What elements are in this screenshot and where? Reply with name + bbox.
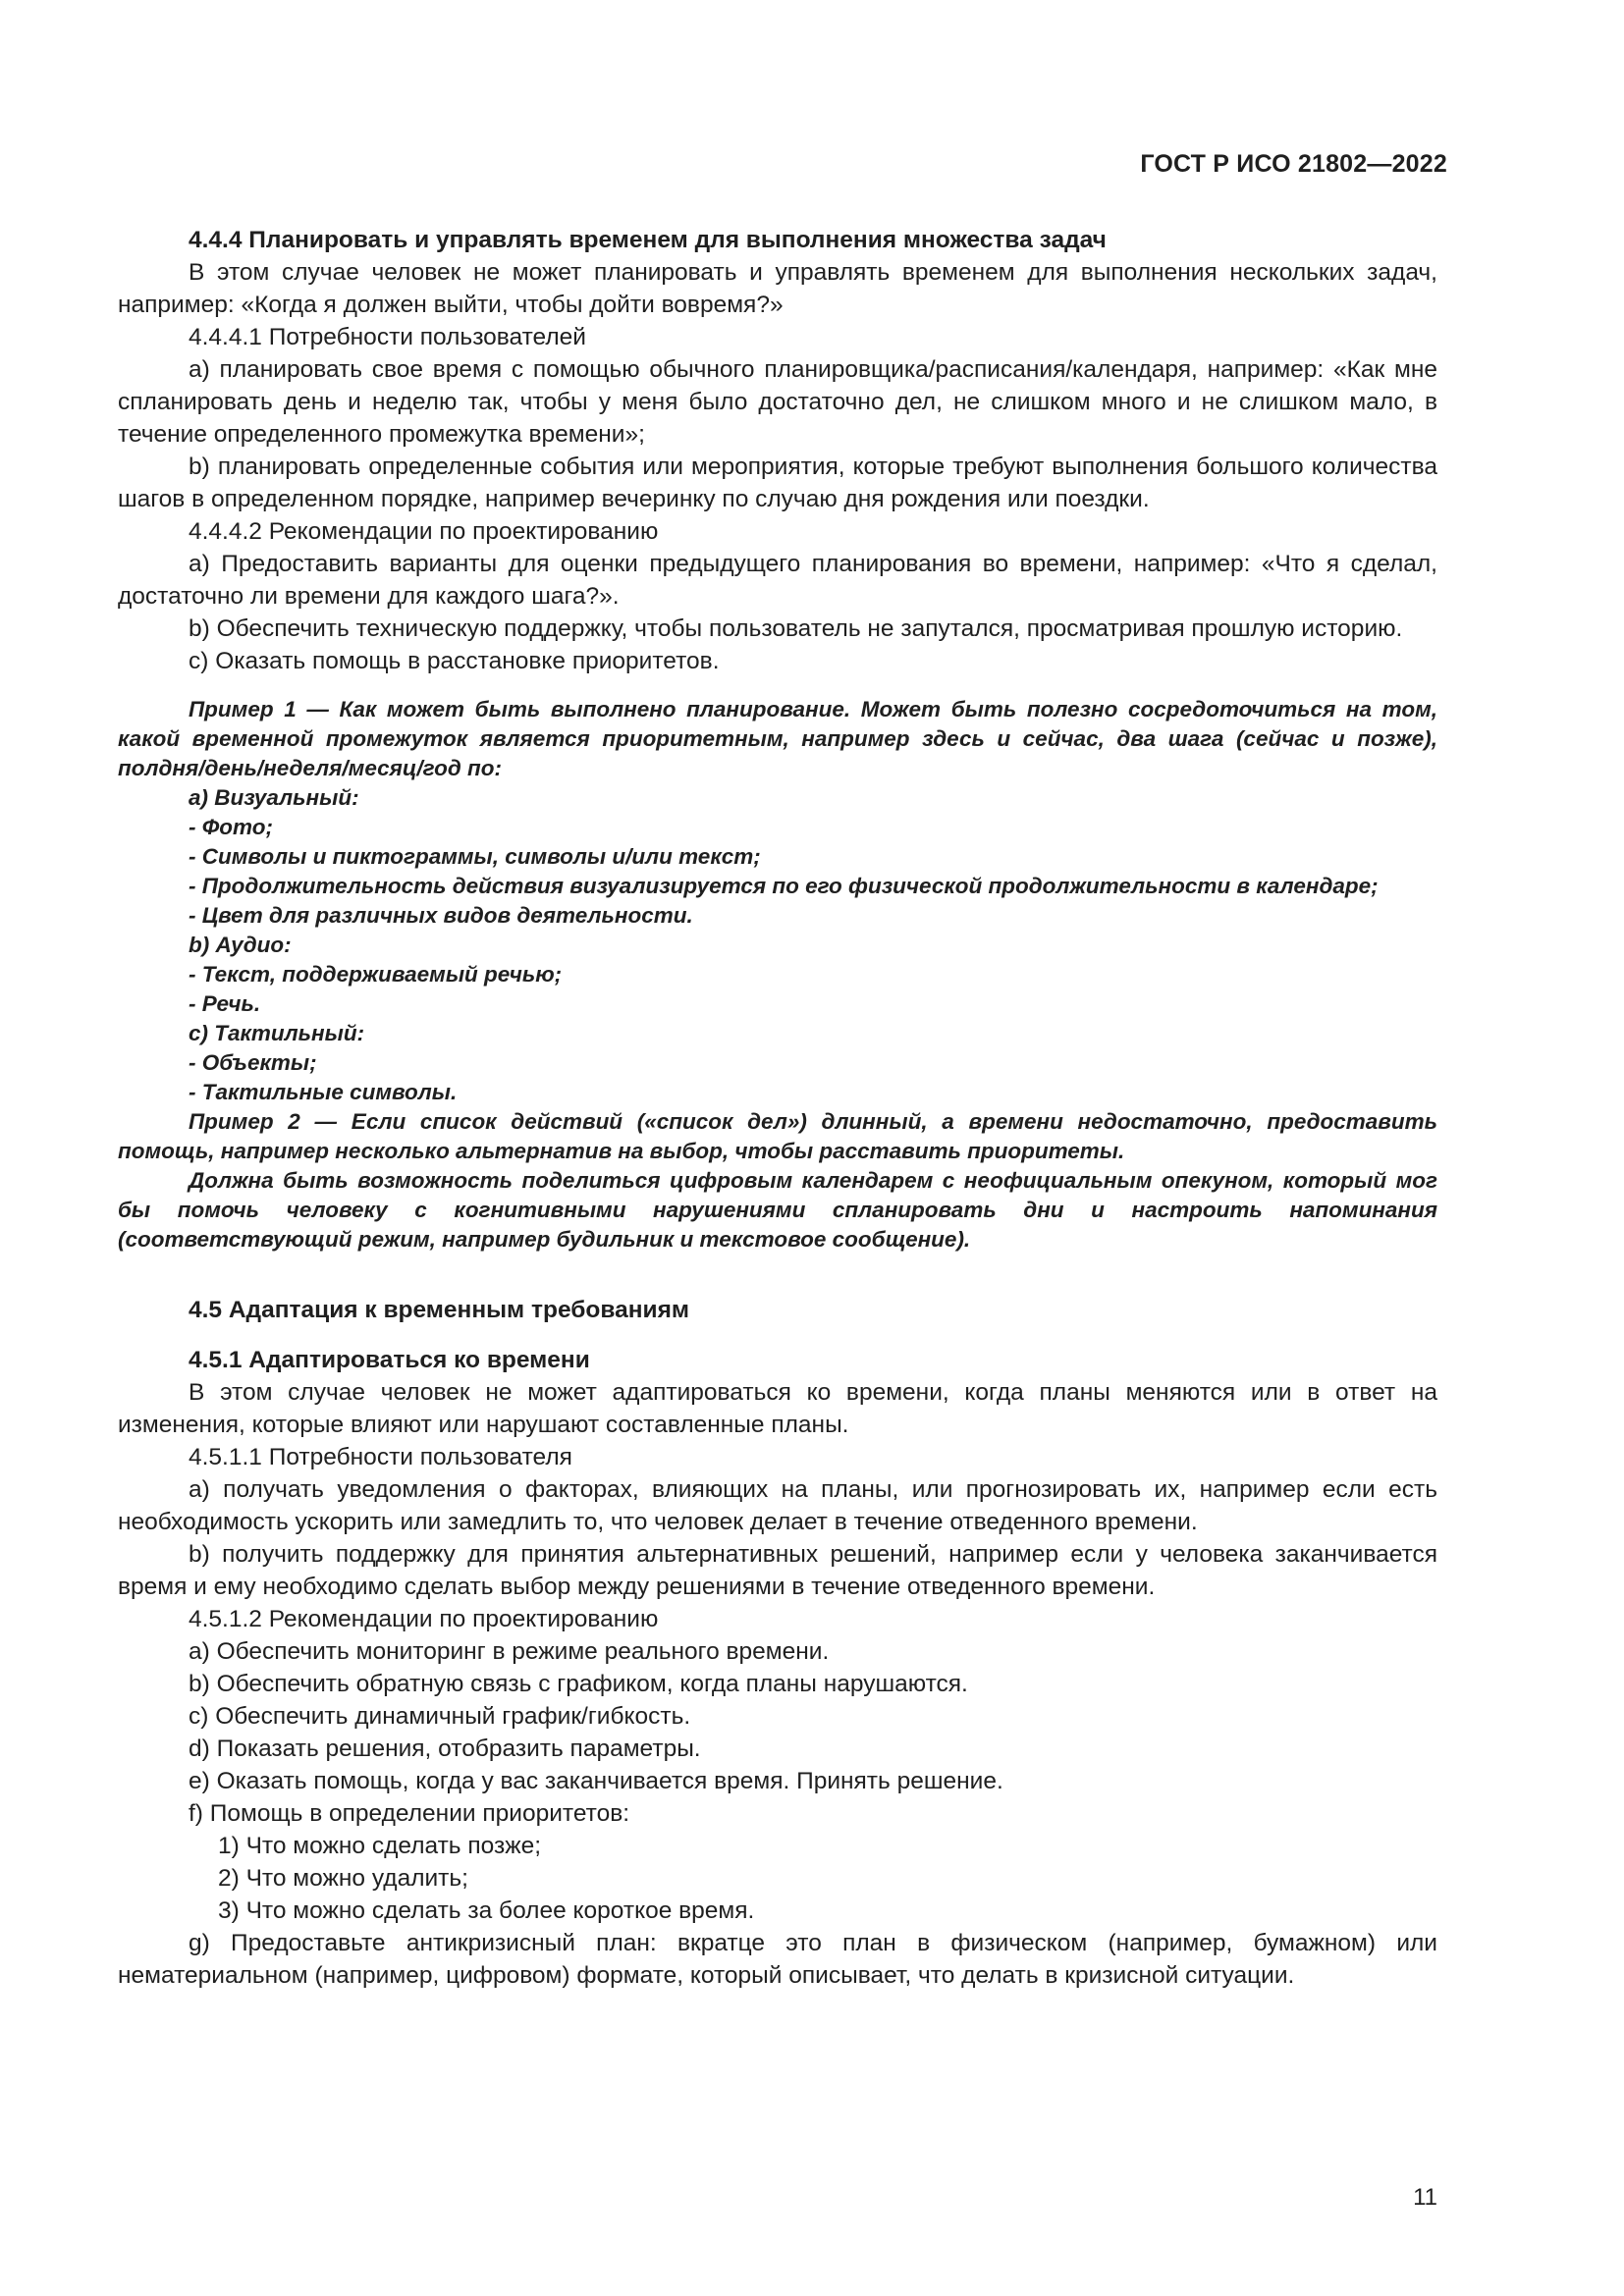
list-item: c) Обеспечить динамичный график/гибкость. <box>189 1703 691 1730</box>
example-list-item: - Фото; <box>189 815 274 839</box>
example-list-item: b) Аудио: <box>189 933 292 957</box>
section-heading-4-4-4: 4.4.4 Планировать и управлять временем для выполнения множества задач <box>189 227 1107 253</box>
sub-list-item: 2) Что можно удалить; <box>218 1865 468 1892</box>
list-item: a) Обеспечить мониторинг в режиме реального времени. <box>189 1638 830 1665</box>
page-number: 11 <box>1413 2184 1437 2211</box>
section-heading-4-5: 4.5 Адаптация к временным требованиям <box>189 1297 689 1323</box>
list-item: b) Обеспечить обратную связь с графиком, когда планы нарушаются. <box>189 1671 968 1697</box>
example-list-item: - Текст, поддерживаемый речью; <box>189 962 563 987</box>
example-2: Пример 2 — Если список действий («список дел») длинный, а времени недостаточно, предоставить помощь, например несколько альтернатив на выбор, чтобы расставить приоритеты. <box>118 1109 1437 1163</box>
list-item: a) Предоставить варианты для оценки предыдущего планирования во времени, например: «Что я сделал, достаточно ли времени для каждого шага?». <box>118 551 1437 610</box>
example-1: Пример 1 — Как может быть выполнено планирование. Может быть полезно сосредоточиться на том, какой временной промежуток является приоритетным, например здесь и сейчас, два шага (сейчас и позже), полдня/день/неделя/месяц/год по: <box>118 697 1437 780</box>
example-list-item: a) Визуальный: <box>189 785 359 810</box>
paragraph: В этом случае человек не может планировать и управлять временем для выполнения нескольких задач, например: «Когда я должен выйти, чтобы дойти вовремя?» <box>118 259 1437 318</box>
example-list-item: - Цвет для различных видов деятельности. <box>189 903 693 928</box>
paragraph: В этом случае человек не может адаптироваться ко времени, когда планы меняются или в ответ на изменения, которые влияют или нарушают составленные планы. <box>118 1379 1437 1438</box>
subsection-heading-4-4-4-2: 4.4.4.2 Рекомендации по проектированию <box>189 518 659 545</box>
example-list-item: - Продолжительность действия визуализируется по его физической продолжительности в календаре; <box>189 874 1379 898</box>
list-item: a) планировать свое время с помощью обычного планировщика/расписания/календаря, например: «Как мне спланировать день и неделю так, чтобы у меня было достаточно дел, не слишком много и не слишком мало, в течение определенного промежутка времени»; <box>118 356 1437 448</box>
list-item: b) Обеспечить техническую поддержку, чтобы пользователь не запутался, просматривая прошлую историю. <box>189 615 1403 642</box>
list-item: a) получать уведомления о факторах, влияющих на планы, или прогнозировать их, например если есть необходимость ускорить или замедлить то, что человек делает в течение отведенного времени. <box>118 1476 1437 1535</box>
example-list-item: - Символы и пиктограммы, символы и/или текст; <box>189 844 761 869</box>
example-list-item: c) Тактильный: <box>189 1021 365 1045</box>
subsection-heading-4-4-4-1: 4.4.4.1 Потребности пользователей <box>189 324 586 350</box>
subsection-heading-4-5-1-1: 4.5.1.1 Потребности пользователя <box>189 1444 572 1470</box>
example-2-note: Должна быть возможность поделиться цифровым календарем с неофициальным опекуном, который мог бы помочь человеку с когнитивными нарушениями спланировать дни и настроить напоминания (соответствующий режим, например будильник и текстовое сообщение). <box>118 1168 1437 1252</box>
list-item: d) Показать решения, отобразить параметры. <box>189 1735 701 1762</box>
example-list-item: - Объекты; <box>189 1050 317 1075</box>
sub-list-item: 3) Что можно сделать за более короткое время. <box>218 1897 755 1924</box>
section-heading-4-5-1: 4.5.1 Адаптироваться ко времени <box>189 1347 590 1373</box>
document-body <box>118 224 1437 1992</box>
example-list-item: - Тактильные символы. <box>189 1080 458 1104</box>
list-item: b) планировать определенные события или мероприятия, которые требуют выполнения большого количества шагов в определенном порядке, например вечеринку по случаю дня рождения или поездки. <box>118 454 1437 512</box>
list-item: f) Помощь в определении приоритетов: <box>189 1800 630 1827</box>
document-code-header: ГОСТ Р ИСО 21802—2022 <box>1140 150 1447 178</box>
list-item: e) Оказать помощь, когда у вас заканчивается время. Принять решение. <box>189 1768 1003 1794</box>
example-list-item: - Речь. <box>189 991 261 1016</box>
list-item: g) Предоставьте антикризисный план: вкратце это план в физическом (например, бумажном) или нематериальном (например, цифровом) формате, который описывает, что делать в кризисной ситуации. <box>118 1930 1437 1989</box>
sub-list-item: 1) Что можно сделать позже; <box>218 1833 542 1859</box>
list-item: b) получить поддержку для принятия альтернативных решений, например если у человека заканчивается время и ему необходимо сделать выбор между решениями в течение отведенного времени. <box>118 1541 1437 1600</box>
subsection-heading-4-5-1-2: 4.5.1.2 Рекомендации по проектированию <box>189 1606 659 1632</box>
list-item: c) Оказать помощь в расстановке приоритетов. <box>189 648 720 674</box>
